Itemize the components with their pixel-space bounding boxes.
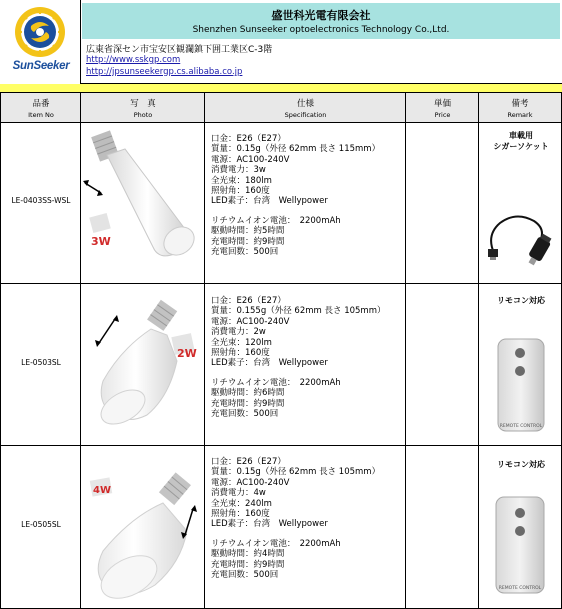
company-address: 広東省深セン市宝安区観瀾鎮下囲工業区C-3階	[86, 45, 273, 55]
col-header-jp: 単価	[433, 99, 451, 109]
spec-line: 駆動時間：約4時間	[211, 549, 285, 560]
bulb-photo	[81, 451, 205, 605]
spec-line: 電源：AC100-240V	[211, 154, 290, 165]
spec-block	[211, 134, 406, 257]
col-header-jp: 備考	[511, 99, 529, 109]
remark-line: リモコン対応	[497, 460, 545, 469]
wattage-badge: 3W	[91, 235, 111, 248]
col-header-en: Photo	[133, 111, 153, 119]
col-header-remark	[479, 93, 561, 123]
col-header-jp: 品番	[32, 99, 50, 109]
spec-block	[211, 457, 406, 580]
spec-line: 口金：E26（E27）	[211, 296, 286, 306]
spec-line: 照射角：160度	[211, 348, 270, 359]
spec-line: 電源：AC100-240V	[211, 316, 290, 327]
col-header-spec	[205, 93, 406, 123]
remark-line: シガーソケット	[493, 142, 549, 151]
remark-line: リモコン対応	[497, 296, 545, 305]
col-header-item-no	[1, 93, 81, 123]
item-no: LE-0505SL	[21, 520, 61, 529]
car-charger-cable-icon	[480, 193, 562, 273]
spec-line: 全光束：180lm	[211, 175, 272, 186]
remark-line: 車載用	[509, 131, 533, 140]
yellow-divider	[0, 84, 562, 93]
spec-line: 充電回数：500回	[211, 570, 279, 581]
spec-line: 全光束：240lm	[211, 498, 272, 509]
spec-line: 照射角：160度	[211, 186, 270, 197]
spec-line: LED素子：台湾 Wellypower	[211, 519, 328, 530]
logo	[0, 0, 81, 84]
spec-line: 質量：0.15g（外径 62mm 長さ 115mm）	[211, 144, 381, 155]
website-link[interactable]: http://www.sskgp.com	[86, 55, 181, 65]
spec-line: リチウムイオン電池： 2200mAh	[211, 377, 341, 388]
bulb-photo	[81, 289, 205, 441]
spec-line: 消費電力：3w	[211, 165, 266, 176]
spec-line: リチウムイオン電池： 2200mAh	[211, 538, 341, 549]
spec-line: 全光束：120lm	[211, 337, 272, 348]
remark	[480, 295, 562, 306]
col-header-photo	[81, 93, 205, 123]
col-header-price	[406, 93, 479, 123]
remote-control-icon	[480, 333, 562, 437]
shop-link[interactable]: http://jpsunseekergp.cs.alibaba.co.jp	[86, 67, 243, 77]
spec-line: 照射角：160度	[211, 509, 270, 520]
col-header-jp: 仕様	[296, 99, 314, 109]
spec-line: 駆動時間：約6時間	[211, 388, 285, 399]
spec-line: 口金：E26（E27）	[211, 134, 286, 144]
spec-line: 充電回数：500回	[211, 409, 279, 420]
spec-line: 消費電力：2w	[211, 327, 266, 338]
spec-line: 電源：AC100-240V	[211, 477, 290, 488]
item-no: LE-0503SL	[21, 358, 61, 367]
spec-line: 質量：0.15g（外径 62mm 長さ 105mm）	[211, 467, 381, 478]
wattage-badge: 2W	[177, 347, 197, 360]
logo-text: SunSeeker	[12, 60, 70, 72]
remote-label: REMOTE CONTROL	[499, 424, 543, 429]
grid-line	[478, 93, 479, 609]
spec-line: 充電時間：約9時間	[211, 398, 285, 409]
grid-line	[1, 445, 562, 446]
spec-line: LED素子：台湾 Wellypower	[211, 196, 328, 207]
product-table	[0, 93, 562, 609]
col-header-en: Remark	[507, 111, 533, 119]
spec-line: 充電時間：約9時間	[211, 559, 285, 570]
spec-line: 質量：0.155g（外径 62mm 長さ 105mm）	[211, 306, 386, 317]
spec-line: 駆動時間：約5時間	[211, 226, 285, 237]
bulb-photo	[81, 129, 205, 279]
col-header-en: Specification	[284, 111, 327, 119]
grid-line	[1, 283, 562, 284]
spec-line: リチウムイオン電池： 2200mAh	[211, 215, 341, 226]
spec-line: 充電時間：約9時間	[211, 236, 285, 247]
spec-line: 充電回数：500回	[211, 247, 279, 258]
item-no: LE-0403SS-WSL	[11, 196, 71, 205]
company-name-jp: 盛世科光電有限会社	[271, 9, 371, 22]
remark	[480, 459, 562, 470]
remote-control-icon	[480, 493, 562, 599]
col-header-jp: 写 真	[130, 99, 156, 109]
col-header-en: Item No	[28, 111, 54, 119]
sun-logo-icon	[14, 6, 66, 58]
company-name-en: Shenzhen Sunseeker optoelectronics Technology Co.,Ltd.	[192, 25, 450, 35]
spec-line: 消費電力：4w	[211, 488, 266, 499]
wattage-badge: 4W	[93, 485, 111, 496]
letterhead	[0, 0, 562, 84]
spec-block	[211, 296, 406, 419]
col-header-en: Price	[434, 111, 451, 119]
remark	[480, 130, 562, 152]
remote-label: REMOTE CONTROL	[498, 586, 542, 591]
spec-line: LED素子：台湾 Wellypower	[211, 358, 328, 369]
spec-line: 口金：E26（E27）	[211, 457, 286, 467]
